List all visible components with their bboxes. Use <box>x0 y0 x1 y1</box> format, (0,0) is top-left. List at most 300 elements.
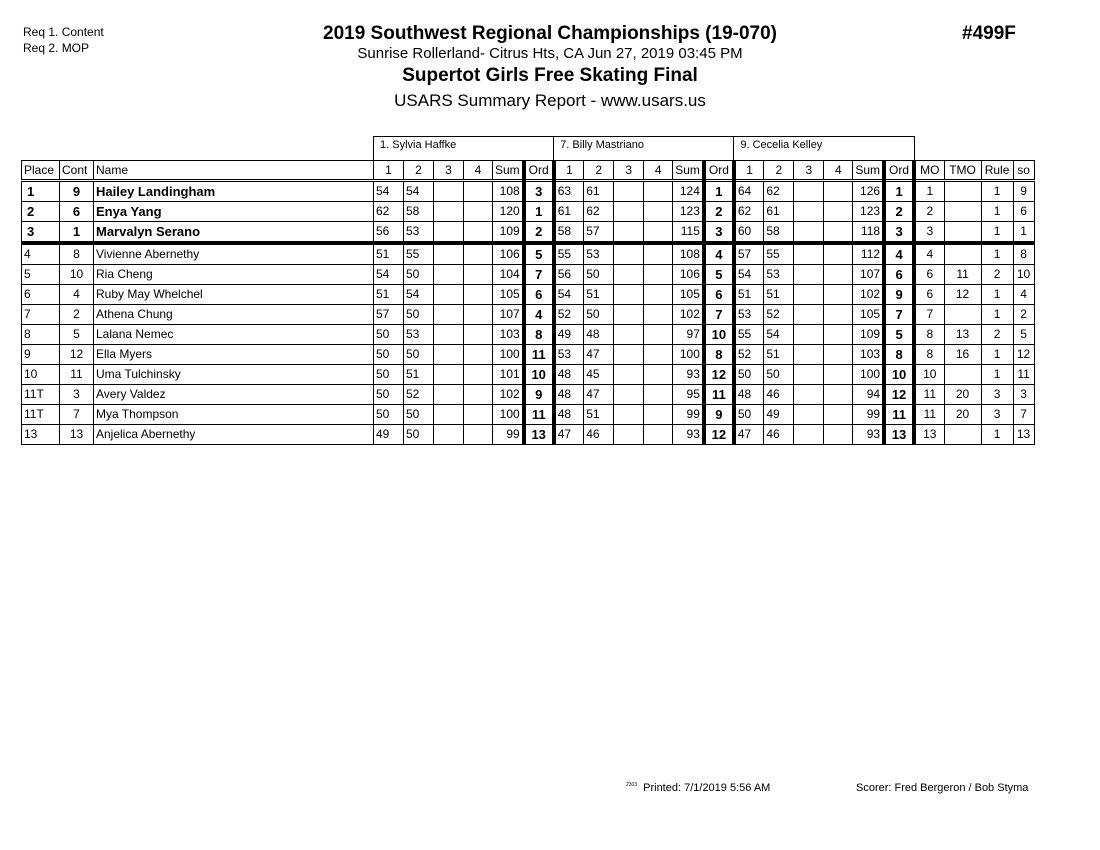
judge-3-score-4 <box>824 222 853 244</box>
judge-3-score-4 <box>824 243 853 265</box>
table-row <box>22 202 1035 222</box>
place-cell: 10 <box>22 365 60 385</box>
judge-3-score-2: 51 <box>764 285 794 305</box>
judge-2-ordinal: 6 <box>704 285 734 305</box>
judge-1-sum: 100 <box>493 345 524 365</box>
skater-name: Enya Yang <box>94 202 374 222</box>
cont-cell: 6 <box>60 202 94 222</box>
so-cell: 11 <box>1013 365 1034 385</box>
report-code: 2303 <box>626 782 638 789</box>
judge-2-score-4 <box>644 285 673 305</box>
skater-name: Ruby May Whelchel <box>94 285 374 305</box>
judge-3-score-1: 50 <box>734 365 764 385</box>
judge-1-sum: 106 <box>493 243 524 265</box>
judge-2-sum: 100 <box>673 345 704 365</box>
mo-cell: 11 <box>914 405 944 425</box>
judge-1-score-3 <box>434 425 464 445</box>
judge-2-ordinal: 8 <box>704 345 734 365</box>
judge-1-ordinal: 5 <box>524 243 554 265</box>
judge-3-sum: 94 <box>853 385 884 405</box>
so-cell: 10 <box>1013 265 1034 285</box>
judge-2-score-4 <box>644 222 673 244</box>
requirement-1: Req 1. Content <box>23 25 104 39</box>
judge-1-ordinal: 11 <box>524 345 554 365</box>
judge-3-score-1: 54 <box>734 265 764 285</box>
judge-2-score-1: 56 <box>554 265 584 285</box>
col-j1-score4: 4 <box>464 161 493 181</box>
judge-2-score-3 <box>614 365 644 385</box>
judge-1-score-1: 50 <box>374 405 404 425</box>
judge-2-sum: 123 <box>673 202 704 222</box>
mo-cell: 4 <box>914 243 944 265</box>
mo-cell: 6 <box>914 285 944 305</box>
judge-3-ordinal: 3 <box>884 222 914 244</box>
judge-1-score-2: 54 <box>404 181 434 202</box>
judge-3-score-2: 52 <box>764 305 794 325</box>
tmo-cell: 20 <box>944 405 981 425</box>
judge-1-ordinal: 13 <box>524 425 554 445</box>
judge-2-score-2: 51 <box>584 405 614 425</box>
judge-2-score-3 <box>614 305 644 325</box>
judge-1-sum: 108 <box>493 181 524 202</box>
judge-2-ordinal: 10 <box>704 325 734 345</box>
judge-3-score-1: 47 <box>734 425 764 445</box>
judge-3-score-4 <box>824 425 853 445</box>
rule-cell: 1 <box>981 345 1013 365</box>
judge-2-score-3 <box>614 325 644 345</box>
judge-2-score-2: 50 <box>584 305 614 325</box>
judge-2-score-4 <box>644 305 673 325</box>
judge-2-ordinal: 12 <box>704 425 734 445</box>
mo-cell: 13 <box>914 425 944 445</box>
judges-header-row <box>22 137 1035 161</box>
cont-cell: 4 <box>60 285 94 305</box>
judge-1-score-1: 50 <box>374 365 404 385</box>
tmo-cell <box>944 243 981 265</box>
printed-text: Printed: 7/1/2019 5:56 AM <box>643 782 771 794</box>
judge-2-score-4 <box>644 385 673 405</box>
judge-2-sum: 102 <box>673 305 704 325</box>
skater-name: Athena Chung <box>94 305 374 325</box>
judge-2-score-1: 63 <box>554 181 584 202</box>
judge-2-ordinal: 9 <box>704 405 734 425</box>
tmo-cell: 13 <box>944 325 981 345</box>
judge-2-score-1: 54 <box>554 285 584 305</box>
col-j1-score2: 2 <box>404 161 434 181</box>
mo-cell: 1 <box>914 181 944 202</box>
judge-3-score-3 <box>794 285 824 305</box>
judge-1-score-3 <box>434 243 464 265</box>
judge-2-score-3 <box>614 285 644 305</box>
judge-3-score-1: 48 <box>734 385 764 405</box>
skater-name: Lalana Nemec <box>94 325 374 345</box>
results-table <box>21 136 1035 445</box>
mo-cell: 7 <box>914 305 944 325</box>
cont-cell: 7 <box>60 405 94 425</box>
rule-cell: 1 <box>981 285 1013 305</box>
place-cell: 11T <box>22 405 60 425</box>
rule-cell: 1 <box>981 305 1013 325</box>
table-row <box>22 405 1035 425</box>
judge-1-score-1: 50 <box>374 345 404 365</box>
rule-cell: 1 <box>981 181 1013 202</box>
judge-1-score-4 <box>464 425 493 445</box>
col-j1-score3: 3 <box>434 161 464 181</box>
skater-name: Vivienne Abernethy <box>94 243 374 265</box>
judge-3-ordinal: 7 <box>884 305 914 325</box>
so-cell: 7 <box>1013 405 1034 425</box>
col-j3-score1: 1 <box>734 161 764 181</box>
judge-1-score-4 <box>464 243 493 265</box>
judge-2-score-4 <box>644 202 673 222</box>
place-cell: 11T <box>22 385 60 405</box>
judge-1-score-1: 54 <box>374 265 404 285</box>
tmo-cell: 11 <box>944 265 981 285</box>
rule-cell: 1 <box>981 425 1013 445</box>
mo-cell: 11 <box>914 385 944 405</box>
cont-cell: 5 <box>60 325 94 345</box>
judge-3-sum: 109 <box>853 325 884 345</box>
rule-cell: 1 <box>981 202 1013 222</box>
judge-2-sum: 99 <box>673 405 704 425</box>
table-row <box>22 243 1035 265</box>
col-j3-score4: 4 <box>824 161 853 181</box>
judge-2-sum: 115 <box>673 222 704 244</box>
judge-3-score-4 <box>824 345 853 365</box>
cont-cell: 8 <box>60 243 94 265</box>
table-row <box>22 285 1035 305</box>
tmo-cell <box>944 222 981 244</box>
judge-2-score-4 <box>644 181 673 202</box>
col-j1-ord: Ord <box>524 161 554 181</box>
judge-2-score-3 <box>614 345 644 365</box>
skater-name: Ella Myers <box>94 345 374 365</box>
rule-cell: 1 <box>981 365 1013 385</box>
column-header-row <box>22 161 1035 181</box>
rule-cell: 3 <box>981 385 1013 405</box>
judge-1-score-1: 50 <box>374 385 404 405</box>
judge-2-score-3 <box>614 181 644 202</box>
col-j3-score2: 2 <box>764 161 794 181</box>
table-row <box>22 425 1035 445</box>
judge-3-score-3 <box>794 222 824 244</box>
judge-2-score-1: 53 <box>554 345 584 365</box>
tmo-cell <box>944 365 981 385</box>
judge-2-score-2: 47 <box>584 385 614 405</box>
judge-3-score-3 <box>794 425 824 445</box>
judge-1-ordinal: 3 <box>524 181 554 202</box>
judge-2-score-2: 61 <box>584 181 614 202</box>
judge-2-score-3 <box>614 202 644 222</box>
skater-name: Ria Cheng <box>94 265 374 285</box>
table-row <box>22 222 1035 244</box>
judge-2-sum: 93 <box>673 425 704 445</box>
place-cell: 1 <box>22 181 60 202</box>
tmo-cell <box>944 181 981 202</box>
so-cell: 5 <box>1013 325 1034 345</box>
rule-cell: 2 <box>981 325 1013 345</box>
place-cell: 4 <box>22 243 60 265</box>
judge-1-sum: 120 <box>493 202 524 222</box>
rule-cell: 1 <box>981 222 1013 244</box>
judge-1-score-4 <box>464 405 493 425</box>
cont-cell: 9 <box>60 181 94 202</box>
skater-name: Hailey Landingham <box>94 181 374 202</box>
judge-2-score-3 <box>614 222 644 244</box>
so-cell: 1 <box>1013 222 1034 244</box>
judge-1-score-4 <box>464 265 493 285</box>
printed-timestamp <box>626 782 770 794</box>
judge-1-score-3 <box>434 345 464 365</box>
judge-1-score-4 <box>464 385 493 405</box>
judge-3-score-2: 62 <box>764 181 794 202</box>
judge-1-ordinal: 11 <box>524 405 554 425</box>
judge-1-ordinal: 9 <box>524 385 554 405</box>
judge-2-ordinal: 2 <box>704 202 734 222</box>
tmo-cell: 20 <box>944 385 981 405</box>
judge-3-ordinal: 13 <box>884 425 914 445</box>
judge-2-ordinal: 12 <box>704 365 734 385</box>
judge-1-sum: 107 <box>493 305 524 325</box>
judge-1-score-3 <box>434 181 464 202</box>
judge-1-name: 1. Sylvia Haffke <box>374 137 554 161</box>
cont-cell: 12 <box>60 345 94 365</box>
judge-2-score-4 <box>644 425 673 445</box>
cont-cell: 10 <box>60 265 94 285</box>
skater-name: Uma Tulchinsky <box>94 365 374 385</box>
judge-3-score-1: 51 <box>734 285 764 305</box>
judge-1-score-2: 58 <box>404 202 434 222</box>
judge-3-score-2: 50 <box>764 365 794 385</box>
judge-2-score-2: 53 <box>584 243 614 265</box>
judge-1-ordinal: 2 <box>524 222 554 244</box>
col-so: so <box>1013 161 1034 181</box>
judge-2-score-1: 49 <box>554 325 584 345</box>
judge-3-sum: 126 <box>853 181 884 202</box>
judge-1-score-3 <box>434 222 464 244</box>
so-cell: 4 <box>1013 285 1034 305</box>
judge-3-ordinal: 2 <box>884 202 914 222</box>
judge-3-score-1: 55 <box>734 325 764 345</box>
judge-1-score-3 <box>434 285 464 305</box>
judge-1-score-1: 54 <box>374 181 404 202</box>
judge-3-score-2: 46 <box>764 425 794 445</box>
judge-1-score-2: 50 <box>404 425 434 445</box>
judge-3-sum: 99 <box>853 405 884 425</box>
place-cell: 5 <box>22 265 60 285</box>
judge-1-score-2: 55 <box>404 243 434 265</box>
judge-1-sum: 100 <box>493 405 524 425</box>
judge-3-score-1: 53 <box>734 305 764 325</box>
col-j3-sum: Sum <box>853 161 884 181</box>
judge-2-score-2: 57 <box>584 222 614 244</box>
judge-3-ordinal: 12 <box>884 385 914 405</box>
judge-3-score-3 <box>794 265 824 285</box>
judge-3-score-1: 60 <box>734 222 764 244</box>
judge-2-sum: 95 <box>673 385 704 405</box>
judge-2-score-1: 48 <box>554 385 584 405</box>
rule-cell: 2 <box>981 265 1013 285</box>
judge-3-score-3 <box>794 385 824 405</box>
judge-2-name: 7. Billy Mastriano <box>554 137 734 161</box>
so-cell: 13 <box>1013 425 1034 445</box>
judge-1-sum: 103 <box>493 325 524 345</box>
so-cell: 3 <box>1013 385 1034 405</box>
place-cell: 8 <box>22 325 60 345</box>
judge-2-score-4 <box>644 265 673 285</box>
judge-3-score-4 <box>824 305 853 325</box>
judge-1-sum: 109 <box>493 222 524 244</box>
col-j2-score2: 2 <box>584 161 614 181</box>
judge-2-ordinal: 4 <box>704 243 734 265</box>
judge-3-score-3 <box>794 181 824 202</box>
judge-2-score-1: 48 <box>554 405 584 425</box>
so-cell: 8 <box>1013 243 1034 265</box>
col-j2-score1: 1 <box>554 161 584 181</box>
judge-1-score-2: 53 <box>404 222 434 244</box>
judge-3-ordinal: 11 <box>884 405 914 425</box>
judge-1-score-4 <box>464 305 493 325</box>
judge-1-score-2: 53 <box>404 325 434 345</box>
tmo-cell <box>944 305 981 325</box>
judge-2-score-3 <box>614 425 644 445</box>
place-cell: 13 <box>22 425 60 445</box>
judge-2-score-2: 47 <box>584 345 614 365</box>
table-row <box>22 181 1035 202</box>
judge-2-score-1: 52 <box>554 305 584 325</box>
col-name: Name <box>94 161 374 181</box>
mo-cell: 6 <box>914 265 944 285</box>
cont-cell: 3 <box>60 385 94 405</box>
judge-2-score-1: 55 <box>554 243 584 265</box>
event-number: #499F <box>962 23 1016 44</box>
judge-2-score-2: 51 <box>584 285 614 305</box>
cont-cell: 2 <box>60 305 94 325</box>
judge-3-score-3 <box>794 345 824 365</box>
judge-2-sum: 93 <box>673 365 704 385</box>
table-row <box>22 385 1035 405</box>
judge-3-sum: 102 <box>853 285 884 305</box>
judge-1-score-3 <box>434 385 464 405</box>
judge-1-score-1: 57 <box>374 305 404 325</box>
judge-3-name: 9. Cecelia Kelley <box>734 137 914 161</box>
judge-1-score-3 <box>434 325 464 345</box>
judge-1-ordinal: 1 <box>524 202 554 222</box>
rule-cell: 3 <box>981 405 1013 425</box>
judge-1-score-3 <box>434 405 464 425</box>
judge-1-sum: 101 <box>493 365 524 385</box>
judge-2-sum: 108 <box>673 243 704 265</box>
judge-1-score-1: 51 <box>374 243 404 265</box>
table-row <box>22 345 1035 365</box>
judge-1-score-2: 54 <box>404 285 434 305</box>
judge-2-score-1: 48 <box>554 365 584 385</box>
judge-1-sum: 102 <box>493 385 524 405</box>
judge-3-score-4 <box>824 202 853 222</box>
judge-3-score-2: 54 <box>764 325 794 345</box>
place-cell: 7 <box>22 305 60 325</box>
judge-2-sum: 97 <box>673 325 704 345</box>
judge-3-score-4 <box>824 265 853 285</box>
skater-name: Avery Valdez <box>94 385 374 405</box>
col-mo: MO <box>914 161 944 181</box>
judge-2-sum: 124 <box>673 181 704 202</box>
judge-2-ordinal: 5 <box>704 265 734 285</box>
judge-3-score-4 <box>824 365 853 385</box>
judge-3-sum: 103 <box>853 345 884 365</box>
judge-1-score-4 <box>464 325 493 345</box>
judge-2-ordinal: 1 <box>704 181 734 202</box>
judge-2-score-2: 45 <box>584 365 614 385</box>
judge-3-ordinal: 9 <box>884 285 914 305</box>
judge-2-score-1: 61 <box>554 202 584 222</box>
judge-2-score-1: 58 <box>554 222 584 244</box>
judge-1-score-1: 62 <box>374 202 404 222</box>
judge-3-ordinal: 5 <box>884 325 914 345</box>
judge-3-score-4 <box>824 285 853 305</box>
judge-3-score-3 <box>794 365 824 385</box>
judge-1-score-2: 52 <box>404 385 434 405</box>
judge-2-ordinal: 11 <box>704 385 734 405</box>
judge-2-score-3 <box>614 243 644 265</box>
judge-3-score-3 <box>794 243 824 265</box>
judge-2-score-4 <box>644 243 673 265</box>
col-j1-score1: 1 <box>374 161 404 181</box>
col-j2-ord: Ord <box>704 161 734 181</box>
place-cell: 6 <box>22 285 60 305</box>
judge-3-ordinal: 1 <box>884 181 914 202</box>
judge-3-sum: 118 <box>853 222 884 244</box>
judge-3-score-1: 64 <box>734 181 764 202</box>
table-row <box>22 305 1035 325</box>
judge-3-sum: 100 <box>853 365 884 385</box>
judge-1-ordinal: 7 <box>524 265 554 285</box>
judge-2-score-4 <box>644 405 673 425</box>
judge-2-score-1: 47 <box>554 425 584 445</box>
judge-3-score-2: 46 <box>764 385 794 405</box>
judge-3-score-4 <box>824 385 853 405</box>
judge-1-score-2: 51 <box>404 365 434 385</box>
mo-cell: 2 <box>914 202 944 222</box>
judge-3-score-4 <box>824 325 853 345</box>
so-cell: 9 <box>1013 181 1034 202</box>
judge-2-score-4 <box>644 365 673 385</box>
cont-cell: 1 <box>60 222 94 244</box>
judge-1-score-3 <box>434 365 464 385</box>
judge-3-sum: 112 <box>853 243 884 265</box>
judge-3-score-1: 62 <box>734 202 764 222</box>
judge-1-score-4 <box>464 202 493 222</box>
rule-cell: 1 <box>981 243 1013 265</box>
judge-1-ordinal: 8 <box>524 325 554 345</box>
so-cell: 6 <box>1013 202 1034 222</box>
judge-1-score-1: 49 <box>374 425 404 445</box>
place-cell: 3 <box>22 222 60 244</box>
judge-3-score-3 <box>794 405 824 425</box>
judge-3-score-4 <box>824 181 853 202</box>
judge-1-score-3 <box>434 202 464 222</box>
col-place: Place <box>22 161 60 181</box>
cont-cell: 13 <box>60 425 94 445</box>
judge-2-ordinal: 7 <box>704 305 734 325</box>
col-j1-sum: Sum <box>493 161 524 181</box>
tmo-cell <box>944 202 981 222</box>
report-title: USARS Summary Report - www.usars.us <box>394 91 706 110</box>
mo-cell: 10 <box>914 365 944 385</box>
judge-3-ordinal: 10 <box>884 365 914 385</box>
col-j2-score4: 4 <box>644 161 673 181</box>
judge-3-sum: 123 <box>853 202 884 222</box>
